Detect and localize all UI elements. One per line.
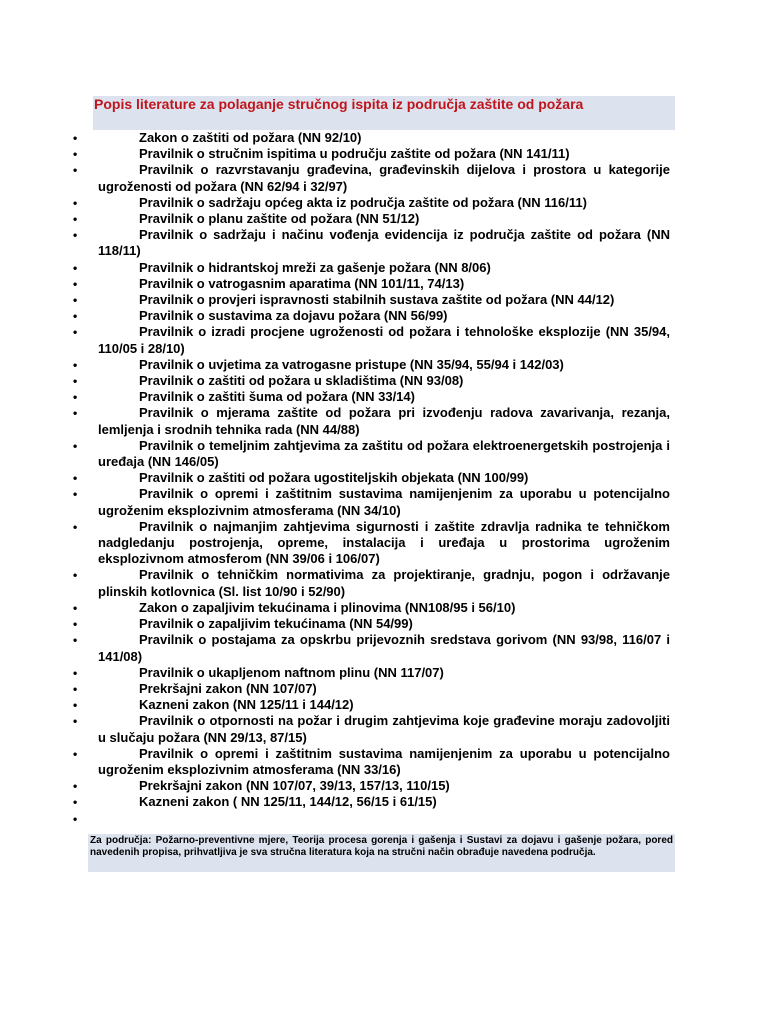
list-item [0, 195, 670, 211]
list-item [0, 616, 670, 632]
list-item-text: Pravilnik o zaštiti od požara u skladištima (NN 93/08) [139, 373, 464, 389]
list-item [0, 697, 670, 713]
list-item-text: Pravilnik o uvjetima za vatrogasne pristupe (NN 35/94, 55/94 i 142/03) [139, 356, 564, 372]
list-item [0, 486, 670, 518]
bullet-icon: • [73, 665, 78, 680]
list-item-text: Pravilnik o hidrantskoj mreži za gašenje požara (NN 8/06) [139, 259, 491, 275]
bullet-icon: • [73, 309, 78, 324]
list-item [0, 438, 670, 470]
bullet-icon: • [73, 633, 78, 648]
bullet-icon: • [73, 471, 78, 486]
list-item-text: Pravilnik o opremi i zaštitnim sustavima namijenjenim za uporabu u potencijalno ugroženim eksplozivnim atmosferama (NN 34/10) [98, 486, 670, 518]
list-item [0, 357, 670, 373]
bullet-icon: • [73, 357, 78, 372]
bullet-icon: • [73, 228, 78, 243]
list-item-text: Pravilnik o sadržaju općeg akta iz područja zaštite od požara (NN 116/11) [139, 194, 587, 210]
literature-list [0, 130, 768, 827]
bullet-icon: • [73, 195, 78, 210]
list-item-text: Kazneni zakon ( NN 125/11, 144/12, 56/15 i 61/15) [139, 794, 437, 810]
list-item [0, 389, 670, 405]
list-item-text: Pravilnik o provjeri ispravnosti stabilnih sustava zaštite od požara (NN 44/12) [139, 292, 615, 308]
list-item-text: Pravilnik o otpornosti na požar i drugim zahtjevima koje građevine moraju zadovoljiti u slučaju požara (NN 29/13, 87/15) [98, 713, 670, 745]
list-item [0, 600, 670, 616]
bullet-icon: • [73, 811, 78, 826]
bullet-icon: • [73, 163, 78, 178]
list-item [0, 681, 670, 697]
list-item [0, 665, 670, 681]
list-item-text: Pravilnik o mjerama zaštite od požara pri izvođenju radova zavarivanja, rezanja, lemljenja i srodnih tehnika rada (NN 44/88) [98, 405, 670, 437]
list-item [0, 746, 670, 778]
bullet-icon: • [73, 698, 78, 713]
list-item-text: Pravilnik o izradi procjene ugroženosti od požara i tehnološke eksplozije (NN 35/94, 110/05 i 28/10) [98, 324, 670, 356]
list-item-text: Pravilnik o zapaljivim tekućinama (NN 54/99) [139, 616, 413, 632]
list-item [0, 276, 670, 292]
list-item-text: Pravilnik o vatrogasnim aparatima (NN 101/11, 74/13) [139, 275, 465, 291]
list-item [0, 260, 670, 276]
bullet-icon: • [73, 438, 78, 453]
bullet-icon: • [73, 147, 78, 162]
bullet-icon: • [73, 260, 78, 275]
bullet-icon: • [73, 617, 78, 632]
footnote: Za područja: Požarno-preventivne mjere, Teorija procesa gorenja i gašenja i Sustavi za dojavu i gašenje požara, pored navedenih propisa, prihvatljiva je sva stručna literatura koja na stručni način obrađuje navedena područja. [90, 835, 673, 858]
list-item [0, 632, 670, 664]
list-item [0, 713, 670, 745]
list-item-text: Pravilnik o zaštiti od požara ugostiteljskih objekata (NN 100/99) [139, 470, 529, 486]
list-item-text: Pravilnik o stručnim ispitima u području zaštite od požara (NN 141/11) [139, 146, 570, 162]
list-item-text: Pravilnik o tehničkim normativima za projektiranje, gradnju, pogon i održavanje plinskih kotlovnica (Sl. list 10/90 i 52/90) [98, 567, 670, 599]
list-item [0, 778, 670, 794]
list-item-text: Zakon o zaštiti od požara (NN 92/10) [139, 130, 362, 145]
list-item [0, 292, 670, 308]
list-item [0, 227, 670, 259]
bullet-icon: • [73, 779, 78, 794]
list-item [0, 146, 670, 162]
bullet-icon: • [73, 131, 78, 145]
list-item-text: Pravilnik o najmanjim zahtjevima sigurnosti i zaštite zdravlja radnika te tehničkom nadgledanju postrojenja, opreme, instalacija i uređaja u prostorima ugroženim eksplozivnom atmosferom (NN 39/06 i 106/07) [98, 518, 670, 567]
list-item [0, 470, 670, 486]
list-item [0, 519, 670, 568]
list-item-text: Prekršajni zakon (NN 107/07, 39/13, 157/13, 110/15) [139, 778, 450, 794]
list-item-text: Kazneni zakon (NN 125/11 i 144/12) [139, 697, 354, 713]
list-item [0, 324, 670, 356]
list-item-text: Pravilnik o ukapljenom naftnom plinu (NN 117/07) [139, 664, 444, 680]
bullet-icon: • [73, 519, 78, 534]
bullet-icon: • [73, 746, 78, 761]
list-item-text: Pravilnik o sadržaju i načinu vođenja evidencija iz područja zaštite od požara (NN 118/11) [98, 227, 670, 259]
bullet-icon: • [73, 795, 78, 810]
list-item [0, 162, 670, 194]
bullet-icon: • [73, 487, 78, 502]
list-item-text: Pravilnik o postajama za opskrbu prijevoznih sredstava gorivom (NN 93/98, 116/07 i 141/08) [98, 632, 670, 664]
list-item [0, 130, 670, 146]
bullet-icon: • [73, 681, 78, 696]
bullet-icon: • [73, 390, 78, 405]
bullet-icon: • [73, 406, 78, 421]
bullet-icon: • [73, 374, 78, 389]
list-item-text: Pravilnik o planu zaštite od požara (NN 51/12) [139, 211, 420, 227]
list-item [0, 794, 670, 810]
list-item-text: Prekršajni zakon (NN 107/07) [139, 680, 317, 696]
list-item [0, 811, 670, 827]
bullet-icon: • [73, 212, 78, 227]
bullet-icon: • [73, 600, 78, 615]
list-item-text: Pravilnik o zaštiti šuma od požara (NN 33/14) [139, 389, 415, 405]
list-item [0, 567, 670, 599]
document-title: Popis literature za polaganje stručnog ispita iz područja zaštite od požara [94, 96, 584, 112]
bullet-icon: • [73, 293, 78, 308]
list-item [0, 405, 670, 437]
list-item-text: Pravilnik o temeljnim zahtjevima za zaštitu od požara elektroenergetskih postrojenja i uređaja (NN 146/05) [98, 437, 670, 470]
list-item [0, 308, 670, 324]
bullet-icon: • [73, 714, 78, 729]
list-item [0, 211, 670, 227]
list-item-text: Zakon o zapaljivim tekućinama i plinovima (NN108/95 i 56/10) [139, 599, 516, 615]
list-item-text: Pravilnik o opremi i zaštitnim sustavima namijenjenim za uporabu u potencijalno ugroženim eksplozivnim atmosferama (NN 33/16) [98, 745, 670, 777]
bullet-icon: • [73, 568, 78, 583]
bullet-icon: • [73, 325, 78, 340]
list-item-text: Pravilnik o razvrstavanju građevina, građevinskih dijelova i prostora u kategorije ugroženosti od požara (NN 62/94 i 32/97) [98, 162, 670, 194]
list-item [0, 373, 670, 389]
bullet-icon: • [73, 276, 78, 291]
list-item-text: Pravilnik o sustavima za dojavu požara (NN 56/99) [139, 308, 448, 324]
